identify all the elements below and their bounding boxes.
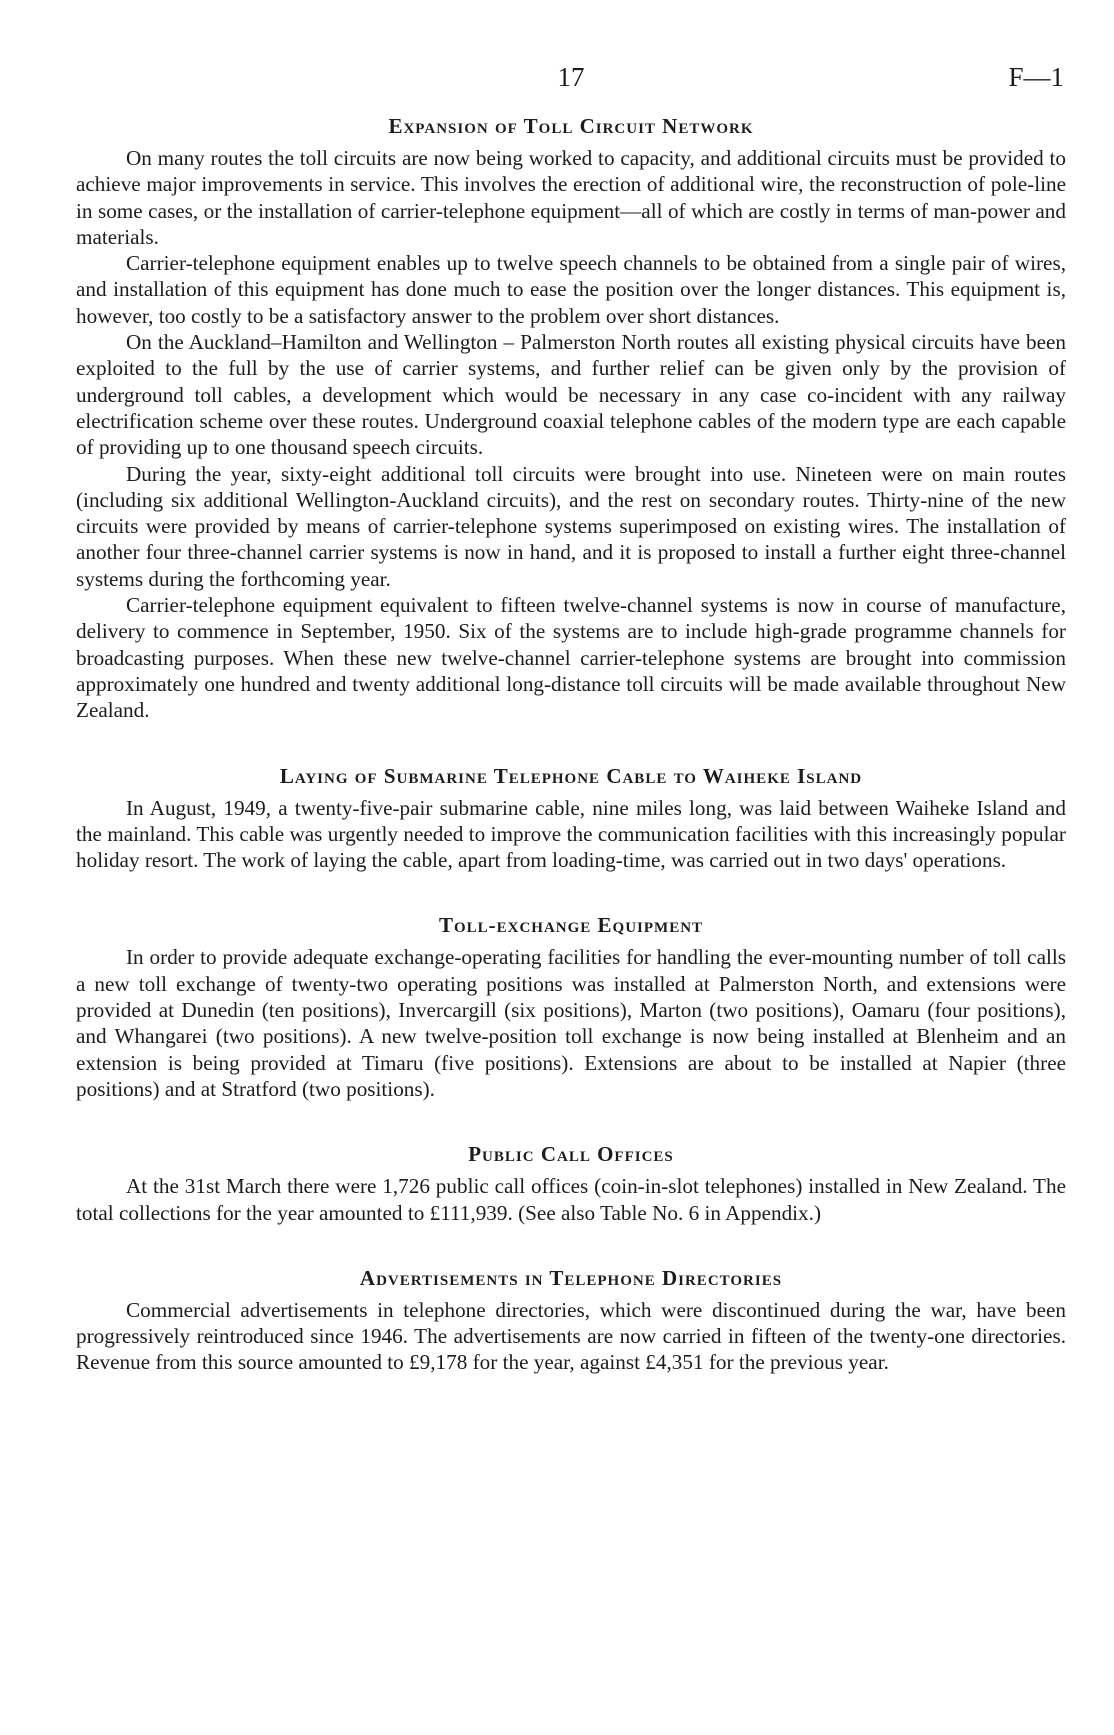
document-reference: F—1 <box>1008 62 1064 92</box>
paragraph: On the Auckland–Hamilton and Wellington – Palmerston North routes all existing physical circuits have been exploited to the full by the use of carrier systems, and further relief can be given only by the provision of underground toll cables, a development which would be necessary in any case co-incident with any railway electrification scheme over these routes. Underground coaxial telephone cables of the modern type are each capable of providing up to one thousand speech circuits. <box>76 330 1066 460</box>
section-submarine-cable-waiheke <box>76 764 1066 874</box>
paragraph: During the year, sixty-eight additional toll circuits were brought into use. Nineteen were on main routes (including six additional Wellington-Auckland circuits), and the rest on secondary routes. Thirty-nine of the new circuits were provided by means of carrier-telephone systems superimposed on existing wires. The installation of another four three-channel carrier systems is now in hand, and it is proposed to install a further eight three-channel systems during the forthcoming year. <box>76 461 1066 591</box>
section-public-call-offices <box>76 1142 1066 1226</box>
section-heading: Laying of Submarine Telephone Cable to Waiheke Island <box>279 763 863 788</box>
section-toll-exchange-equipment <box>76 913 1066 1102</box>
running-header <box>76 62 1066 102</box>
section-heading: Public Call Offices <box>468 1142 674 1167</box>
section-expansion-of-toll-circuit-network <box>76 114 1066 724</box>
page-number: 17 <box>557 62 585 92</box>
paragraph: On many routes the toll circuits are now being worked to capacity, and additional circuits must be provided to achieve major improvements in service. This involves the erection of additional wire, the reconstruction of pole-line in some cases, or the installation of carrier-telephone equipment—all of which are costly in terms of man-power and materials. <box>76 146 1066 249</box>
section-advertisements-in-directories <box>76 1266 1066 1376</box>
paragraph: Carrier-telephone equipment equivalent to fifteen twelve-channel systems is now in course of manufacture, delivery to commence in September, 1950. Six of the systems are to include high-grade programme channels for broadcasting purposes. When these new twelve-channel carrier-telephone systems are brought into commission approximately one hundred and twenty additional long-distance toll circuits will be made available throughout New Zealand. <box>76 593 1066 723</box>
paragraph: At the 31st March there were 1,726 public call offices (coin-in-slot telephones) installed in New Zealand. The total collections for the year amounted to £111,939. (See also Table No. 6 in Appendix.) <box>76 1174 1066 1225</box>
paragraph: In order to provide adequate exchange-operating facilities for handling the ever-mounting number of toll calls a new toll exchange of twenty-two operating positions was installed at Palmerston North, and extensions were provided at Dunedin (ten positions), Invercargill (six positions), Marton (two positions), Oamaru (four positions), and Whangarei (two positions). A new twelve-position toll exchange is now being installed at Blenheim and an extension is being provided at Timaru (five positions). Extensions are about to be installed at Napier (three positions) and at Stratford (two positions). <box>76 945 1066 1101</box>
paragraph: Commercial advertisements in telephone directories, which were discontinued during the war, have been progressively reintroduced since 1946. The advertisements are now carried in fifteen of the twenty-one directories. Revenue from this source amounted to £9,178 for the year, against £4,351 for the previous year. <box>76 1297 1066 1375</box>
section-heading: Expansion of Toll Circuit Network <box>388 114 754 138</box>
paragraph: Carrier-telephone equipment enables up to twelve speech channels to be obtained from a single pair of wires, and installation of this equipment has done much to ease the position over the longer distances. This equipment is, however, too costly to be a satisfactory answer to the problem over short distances. <box>76 251 1066 328</box>
section-heading: Toll-exchange Equipment <box>438 913 704 938</box>
section-heading: Advertisements in Telephone Directories <box>359 1265 783 1290</box>
document-page <box>76 62 1066 1715</box>
paragraph: In August, 1949, a twenty-five-pair submarine cable, nine miles long, was laid between Waiheke Island and the mainland. This cable was urgently needed to improve the communication facilities with this increasingly popular holiday resort. The work of laying the cable, apart from loading-time, was carried out in two days' operations. <box>76 795 1066 873</box>
